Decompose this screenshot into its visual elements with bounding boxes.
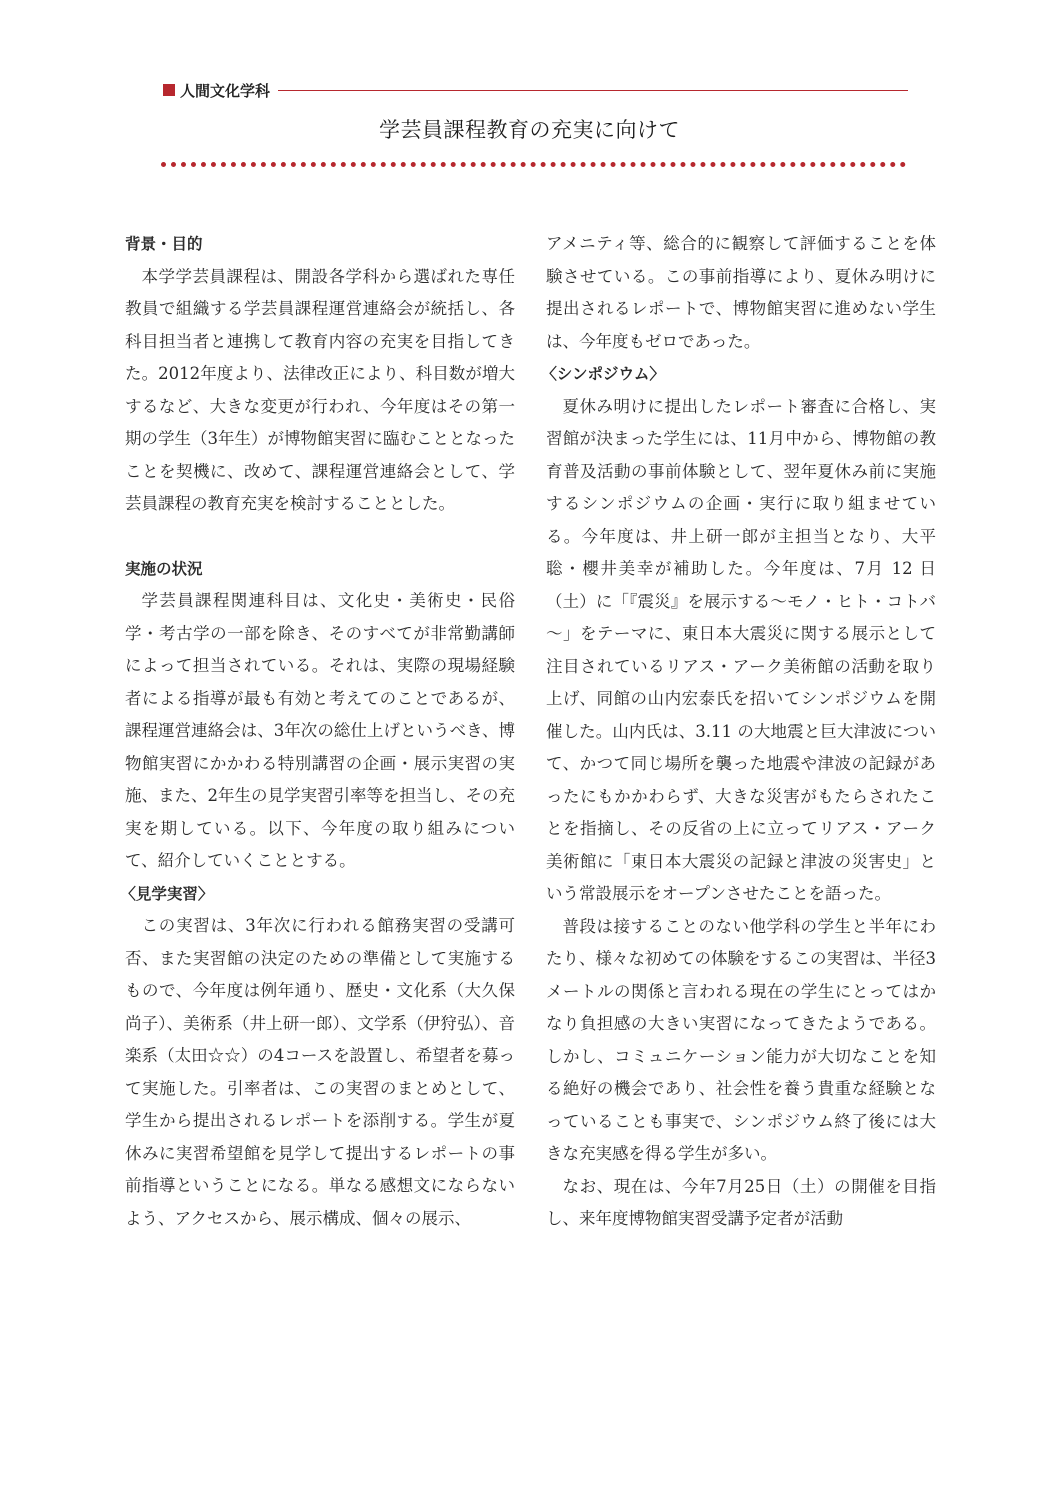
department-label: 人間文化学科 <box>180 81 271 100</box>
page-title: 学芸員課程教育の充実に向けて <box>379 118 680 142</box>
right-column <box>541 228 936 1236</box>
paragraph-background: 本学学芸員課程は、開設各学科から選ばれた専任教員で組織する学芸員課程運営連絡会が統括し、各科目担当者と連携して教育内容の充実を目指してきた。2012年度より、法律改正により、科目数が増大するなど、大きな変更が行われ、今年度はその第一期の学生（3年生）が博物館実習に臨むこととなったことを契機に、改めて、課程運営連絡会として、学芸員課程の教育充実を検討することとした。 <box>125 266 515 513</box>
header-rule <box>278 90 908 91</box>
department-header <box>163 80 908 100</box>
subsection-heading-field-trip: 〈見学実習〉 <box>120 884 214 903</box>
red-square-marker <box>163 84 175 96</box>
paragraph-symposium-3: なお、現在は、今年7月25日（土）の開催を目指し、来年度博物館実習受講予定者が活動 <box>546 1176 936 1228</box>
spacer <box>125 521 515 553</box>
paragraph-symposium-1: 夏休み明けに提出したレポート審査に合格し、実習館が決まった学生には、11月中から、博物館の教育普及活動の事前体験として、翌年夏休み前に実施するシンポジウムの企画・実行に取り組ませている。今年度は、井上研一郎が主担当となり、大平聡・櫻井美幸が補助した。今年度は、7月 12 日（土）に「『震災』を展示する～モノ・ヒト・コトバ～」をテーマに、東日本大震災に関する展示として注目されているリアス・アーク美術館の活動を取り上げ、同館の山内宏泰氏を招いてシンポジウムを開催した。山内氏は、3.11 の大地震と巨大津波について、かつて同じ場所を襲った地震や津波の記録があったにもかかわらず、大きな災害がもたらされたことを指摘し、その反省の上に立ってリアス・アーク美術館に「東日本大震災の記録と津波の災害史」という常設展示をオープンさせたことを語った。 <box>546 396 936 903</box>
subsection-heading-symposium: 〈シンポジウム〉 <box>541 365 665 383</box>
left-column <box>120 228 515 1235</box>
section-heading-status: 実施の状況 <box>125 559 203 578</box>
section-heading-background: 背景・目的 <box>125 235 203 253</box>
paragraph-status: 学芸員課程関連科目は、文化史・美術史・民俗学・考古学の一部を除き、そのすべてが非常勤講師によって担当されている。それは、実際の現場経験者による指導が最も有効と考えてのことであるが、課程運営連絡会は、3年次の総仕上げというべき、博物館実習にかかわる特別講習の企画・展示実習の実施、また、2年生の見学実習引率等を担当し、その充実を期している。以下、今年度の取り組みについて、紹介していくこととする。 <box>125 591 515 870</box>
paragraph-symposium-2: 普段は接することのない他学科の学生と半年にわたり、様々な初めての体験をするこの実習は、半径3メートルの関係と言われる現在の学生にとってはかなり負担感の大きい実習になってきたようである。しかし、コミュニケーション能力が大切なことを知る絶好の機会であり、社会性を養う貴重な経験となっていることも事実で、シンポジウム終了後には大きな充実感を得る学生が多い。 <box>546 916 936 1163</box>
paragraph-field-trip: この実習は、3年次に行われる館務実習の受講可否、また実習館の決定のための準備として実施するもので、今年度は例年通り、歴史・文化系（大久保尚子）、美術系（井上研一郎）、文学系（伊狩弘）、音楽系（太田☆☆）の4コースを設置し、希望者を募って実施した。引率者は、この実習のまとめとして、学生から提出されるレポートを添削する。学生が夏休みに実習希望館を見学して提出するレポートの事前指導ということになる。単なる感想文にならないよう、アクセスから、展示構成、個々の展示、 <box>125 916 515 1228</box>
paragraph-continuation: アメニティ等、総合的に観察して評価することを体験させている。この事前指導により、夏休み明けに提出されるレポートで、博物館実習に進めない学生は、今年度もゼロであった。 <box>546 234 936 351</box>
dotted-divider <box>161 162 906 167</box>
